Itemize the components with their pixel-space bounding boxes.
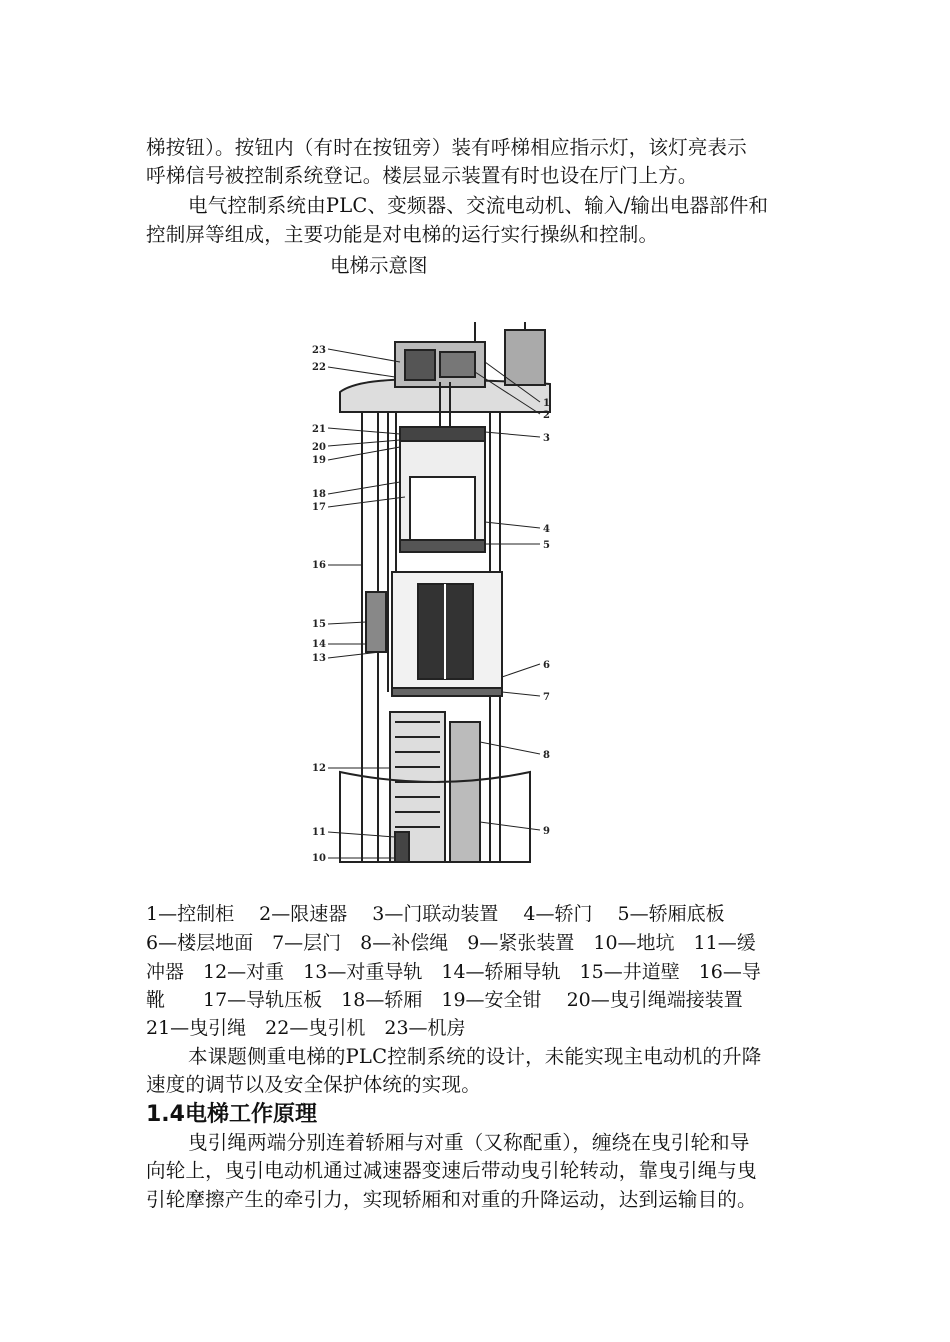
paragraph-3-line-2: 速度的调节以及安全保护体统的实现。	[146, 1073, 481, 1096]
label-23: 23	[312, 345, 326, 356]
paragraph-1-line-2: 呼梯信号被控制系统登记。楼层显示装置有时也设在厅门上方。	[146, 164, 698, 187]
label-6: 6	[543, 660, 550, 671]
label-19: 19	[312, 455, 326, 466]
section-line-2: 向轮上，曳引电动机通过减速器变速后带动曳引轮转动，靠曳引绳与曳	[146, 1159, 757, 1182]
label-18: 18	[312, 489, 326, 500]
label-12: 12	[312, 763, 326, 774]
label-5: 5	[543, 540, 550, 551]
label-17: 17	[312, 502, 326, 513]
figure-title: 电梯示意图	[330, 254, 428, 277]
label-11: 11	[312, 827, 326, 838]
paragraph-1-line-1: 梯按钮）。按钮内（有时在按钮旁）装有呼梯相应指示灯，该灯亮表示	[146, 136, 747, 159]
paragraph-2-line-1: 电气控制系统由PLC、变频器、交流电动机、输入/输出电器部件和	[188, 194, 769, 217]
label-13: 13	[312, 653, 326, 664]
diagram-labels-left	[312, 345, 326, 864]
label-4: 4	[543, 524, 550, 535]
diagram-labels-right	[543, 398, 550, 837]
label-14: 14	[312, 639, 326, 650]
label-20: 20	[312, 442, 326, 453]
section-line-3: 引轮摩擦产生的牵引力，实现轿厢和对重的升降运动，达到运输目的。	[146, 1188, 757, 1211]
label-22: 22	[312, 362, 326, 373]
legend-line-5: 21—曳引绳 22—曳引机 23—机房	[146, 1017, 466, 1039]
label-9: 9	[543, 826, 550, 837]
label-2: 2	[543, 410, 550, 421]
label-7: 7	[543, 692, 550, 703]
label-1: 1	[543, 398, 550, 409]
legend-line-2: 6—楼层地面 7—层门 8—补偿绳 9—紧张装置 10—地坑 11—缓	[146, 932, 756, 954]
label-10: 10	[312, 853, 326, 864]
label-3: 3	[543, 433, 550, 444]
legend-line-4: 靴 17—导轨压板 18—轿厢 19—安全钳 20—曳引绳端接装置	[146, 989, 743, 1011]
legend-line-1: 1—控制柜 2—限速器 3—门联动装置 4—轿门 5—轿厢底板	[146, 903, 725, 925]
elevator-diagram	[300, 322, 570, 882]
section-line-1: 曳引绳两端分别连着轿厢与对重（又称配重），缠绕在曳引轮和导	[188, 1131, 750, 1154]
landing-door	[392, 572, 502, 696]
label-15: 15	[312, 619, 326, 630]
legend-line-3: 冲器 12—对重 13—对重导轨 14—轿厢导轨 15—井道壁 16—导	[146, 961, 761, 983]
machine-room	[340, 322, 550, 412]
section-heading: 1.4电梯工作原理	[146, 1102, 317, 1127]
paragraph-3-line-1: 本课题侧重电梯的PLC控制系统的设计，未能实现主电动机的升降	[188, 1045, 762, 1068]
label-21: 21	[312, 424, 326, 435]
label-8: 8	[543, 750, 550, 761]
paragraph-2-line-2: 控制屏等组成，主要功能是对电梯的运行实行操纵和控制。	[146, 223, 659, 246]
label-16: 16	[312, 560, 326, 571]
